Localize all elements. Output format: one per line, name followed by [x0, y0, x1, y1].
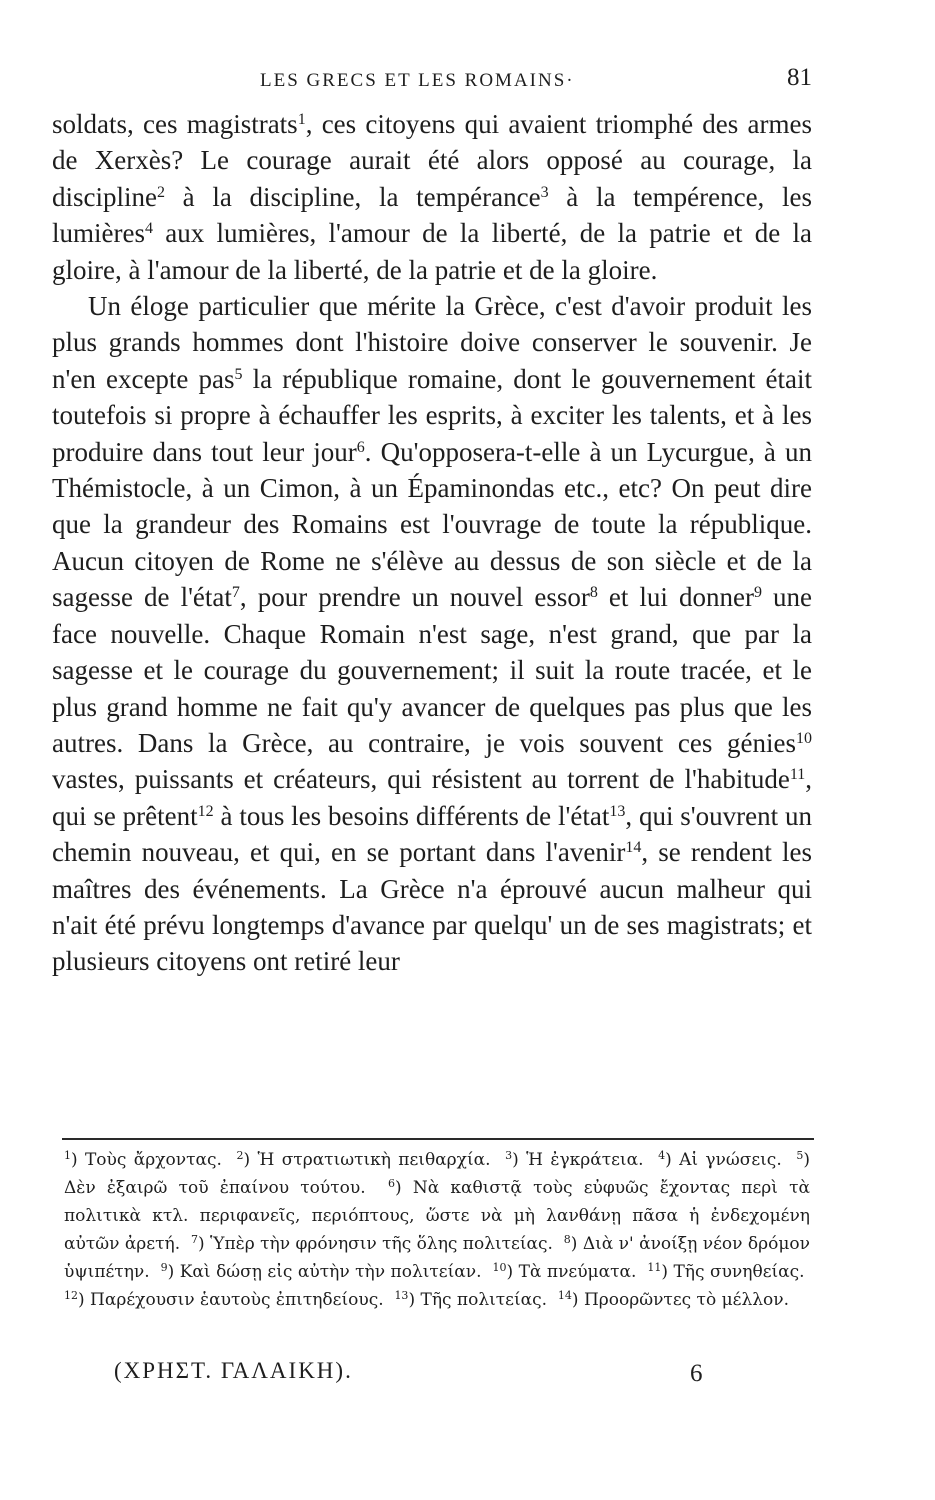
footnote-ref: 6: [356, 438, 365, 456]
footnote-ref: 13: [609, 802, 626, 820]
text-segment: , qui se prêtent: [52, 764, 812, 831]
paragraph-1: [52, 106, 812, 288]
text-segment: soldats, ces magistrats: [52, 109, 298, 139]
footnote-marker: 9: [160, 1261, 168, 1274]
footnote-marker: 5: [796, 1149, 804, 1162]
footnote-divider: [62, 1138, 814, 1140]
footnote-block: $^1$) Τοὺς ἄρχοντας. $^2$) Ἡ στρατιωτικὴ πειθαρχία. $^3$) Ἡ ἐγκράτεια. $^4$) Αἱ γνώσεις. $^5$) Δὲν ἐξαιρῶ τοῦ ἐπαίνου τούτου. $^6$) Νὰ καθιστᾷ τοὺς εὐφυῶς ἔχοντας περὶ τὰ πολιτικὰ κτλ. περιφανεῖς, περιόπτους, ὥστε νὰ μὴ λανθάνῃ πᾶσα ἡ ἐνδεχομένη αὐτῶν ἀρετή. $^7$) Ὑπὲρ τὴν φρόνησιν τῆς ὅλης πολιτείας. $^8$) Διὰ ν' ἀνοίξῃ νέον δρόμον ὑψιπέτην. $^9$) Καὶ δώσῃ εἰς αὐτὴν τὴν πολιτείαν. $^{10}$) Τὰ πνεύματα. $^{11}$) Τῆς συνηθείας. $^{12}$) Παρέχουσιν ἑαυτοὺς ἐπιτηδείους. $^{13}$) Τῆς πολιτείας. $^{14}$) Προορῶντες τὸ μέλλον.: [64, 1149, 811, 1310]
footnote-marker: 11: [647, 1261, 662, 1274]
text-segment: , ces citoyens qui avaient triomphé des armes de Xerxès? Le courage aurait été alors opposé au courage, la discipline: [52, 109, 812, 212]
sheet-signature-mark: 6: [690, 1360, 703, 1387]
footnote-marker: 4: [658, 1149, 666, 1162]
footnote-marker: 13: [394, 1289, 409, 1302]
page-number: 81: [787, 64, 812, 91]
text-segment: la république romaine, dont le gouvernement était toutefois si propre à échauffer les esprits, à exciter les talents, et à les produire dans tout leur jour: [52, 363, 812, 467]
footnote-ref: 2: [156, 183, 165, 201]
footnote-ref: 1: [297, 111, 306, 128]
footnote-ref: 11: [789, 766, 806, 784]
footnote-text: Τῆς πολιτείας.: [420, 1290, 548, 1310]
footnote-text: Νὰ καθιστᾷ τοὺς εὐφυῶς ἔχοντας περὶ τὰ πολιτικὰ κτλ. περιφανεῖς, περιόπτους, ὥστε νὰ μὴ λανθάνῃ πᾶσα ἡ ἐνδεχομένη αὐτῶν ἀρετή.: [64, 1178, 810, 1254]
footnote-ref: 9: [753, 584, 762, 602]
footnote-marker: 1: [64, 1149, 71, 1162]
footnote-text: Τῆς συνηθείας.: [673, 1262, 805, 1282]
footnote-ref: 3: [540, 183, 549, 201]
text-segment: à tous les besoins différents de l'état: [213, 800, 610, 831]
text-segment: , qui s'ouvrent un chemin nouveau, et qui, en se portant dans l'avenir: [52, 800, 812, 868]
footnote-text: Ὑπὲρ τὴν φρόνησιν τῆς ὅλης πολιτείας.: [209, 1234, 553, 1254]
footnote-ref: 7: [231, 584, 240, 602]
text-segment: à la discipline, la tempérance: [164, 181, 541, 212]
footnote-marker: 14: [557, 1289, 572, 1302]
paragraph-2: [52, 288, 812, 980]
footnotes: [64, 1146, 810, 1314]
footnote-ref: 5: [234, 365, 243, 383]
text-segment: à la tempérence, les lumières: [52, 181, 812, 249]
footnote-text: Παρέχουσιν ἑαυτοὺς ἐπιτηδείους.: [90, 1290, 384, 1310]
footnote-ref: 14: [625, 839, 642, 857]
text-segment: vastes, puissants et créateurs, qui résistent au torrent de l'habitude: [52, 764, 790, 795]
footnote-text: Δὲν ἐξαιρῶ τοῦ ἐπαίνου τούτου.: [64, 1178, 366, 1198]
page-header: [52, 64, 812, 98]
footnote-text: Ἡ στρατιωτικὴ πειθαρχία.: [257, 1150, 491, 1170]
text-segment: une face nouvelle. Chaque Romain n'est sage, n'est grand, que par la sagesse et le courage du gouvernement; il suit la route tracée, et le plus grand homme ne fait qu'y avancer de quelques pas plus que les autres. Dans la Grèce, au contraire, je vois souvent ces génies: [52, 582, 813, 758]
footnote-text: Τὰ πνεύματα.: [518, 1262, 637, 1282]
footnote-marker: 7: [190, 1233, 198, 1246]
text-segment: , pour prendre un nouvel essor: [239, 582, 590, 613]
footnote-ref: 8: [589, 584, 598, 602]
text-segment: aux lumières, l'amour de la liberté, de la patrie et de la gloire, à l'amour de la liberté, de la patrie et de la gloire.: [52, 218, 812, 285]
footnote-text: Καὶ δώσῃ εἰς αὐτὴν τὴν πολιτείαν.: [179, 1262, 482, 1282]
author-signature: (ΧΡΗΣΤ. ΓΑΛΑΙΚΗ).: [114, 1358, 353, 1383]
footnote-marker: 8: [563, 1233, 571, 1246]
text-segment: et lui donner: [597, 582, 754, 613]
footnote-text: Προορῶντες τὸ μέλλον.: [583, 1290, 789, 1310]
footnote-text: Τοὺς ἄρχοντας.: [84, 1150, 222, 1170]
running-title: LES GRECS ET LES ROMAINS·: [260, 70, 575, 91]
footnote-text: Διὰ ν' ἀνοίξῃ νέον δρόμον ὑψιπέτην.: [64, 1234, 810, 1282]
footnote-ref: 12: [197, 802, 214, 820]
text-segment: , se rendent les maîtres des événements. La Grèce n'a éprouvé aucun malheur qui n'ait été prévu longtemps d'avance par quelqu' un de ses magistrats; et plusieurs citoyens ont retiré leur: [52, 837, 812, 977]
footnote-ref: 4: [144, 220, 153, 238]
footnote-text: Ἡ ἐγκράτεια.: [526, 1150, 644, 1170]
main-text: [52, 106, 812, 980]
footnote-marker: 3: [505, 1149, 513, 1162]
footnote-marker: 2: [236, 1149, 244, 1162]
footnote-marker: 12: [64, 1289, 78, 1302]
footnote-text: Αἱ γνώσεις.: [679, 1150, 782, 1170]
footnote-ref: 10: [796, 729, 812, 747]
text-segment: Un éloge particulier que mérite la Grèce, c'est d'avoir produit les plus grands hommes dont l'histoire doive conserver le souvenir. Je n'en excepte pas: [52, 291, 812, 394]
text-segment: . Qu'opposera-t-elle à un Lycurgue, à un Thémistocle, à un Cimon, à un Épaminondas etc., etc? On peut dire que la grandeur des Romains est l'ouvrage de toute la république. Aucun citoyen de Rome ne s'élève au dessus de son siècle et de la sagesse de l'état: [52, 436, 812, 613]
footnote-marker: 6: [388, 1177, 396, 1190]
footnote-marker: 10: [492, 1261, 507, 1274]
